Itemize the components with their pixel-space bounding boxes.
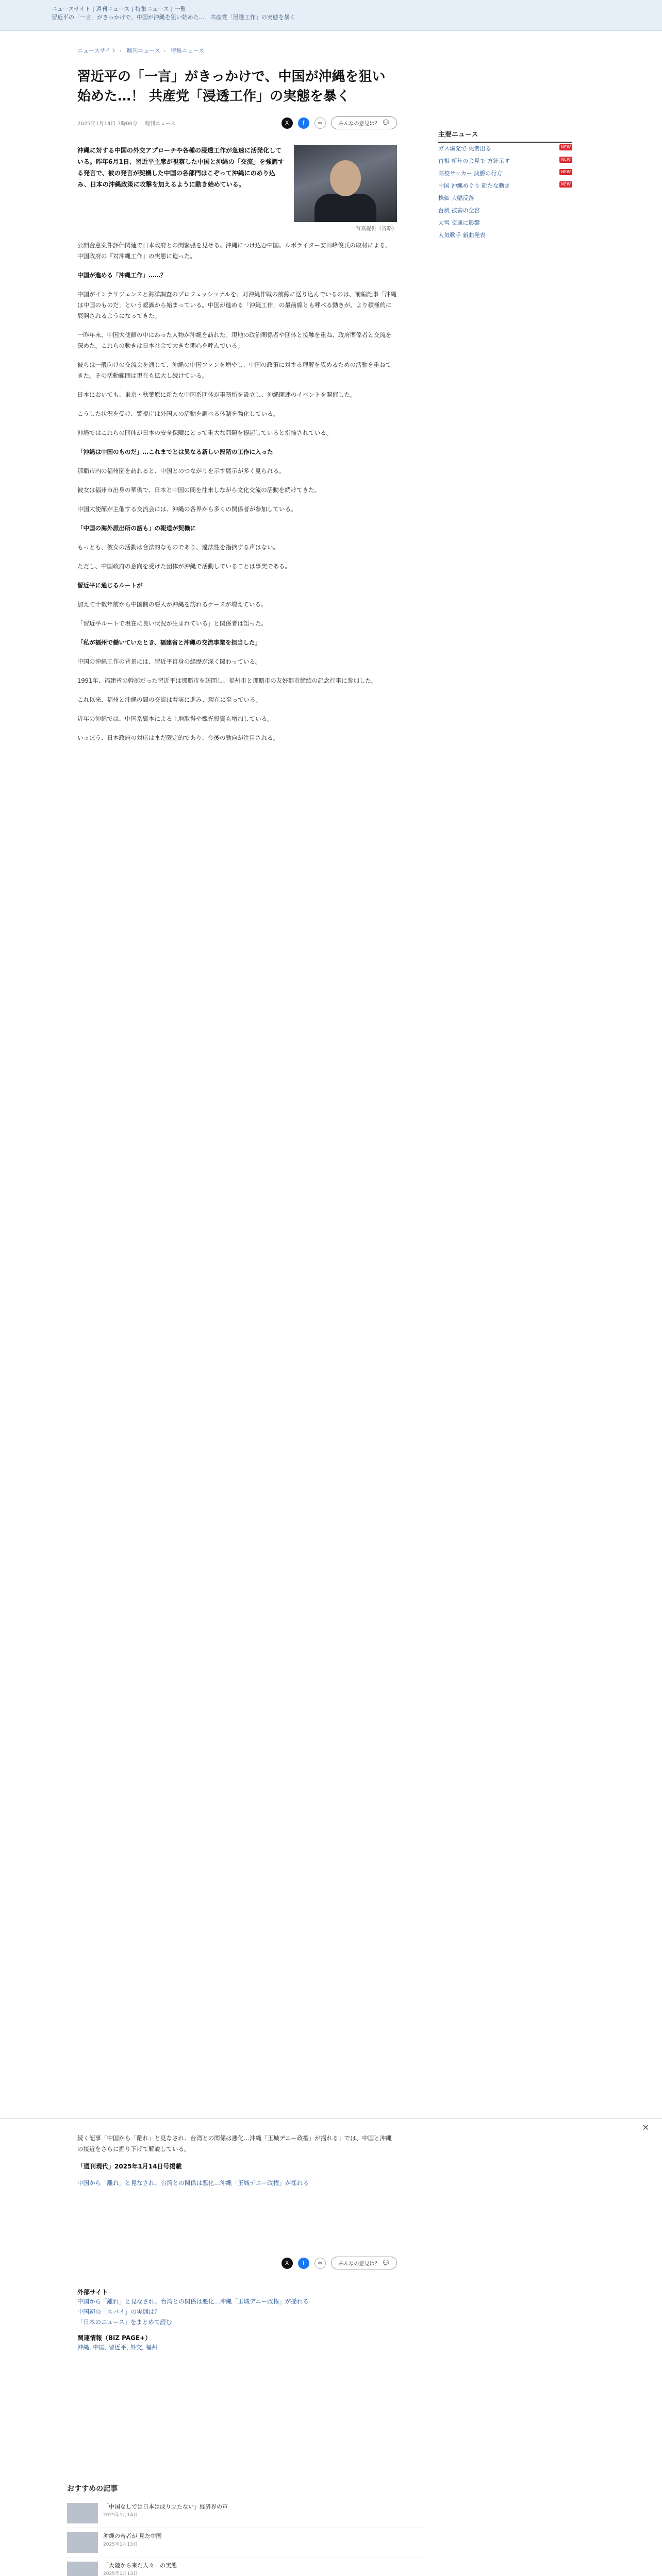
comment-button[interactable] (331, 116, 397, 129)
breadcrumb-item[interactable]: ニュースサイト (77, 47, 117, 54)
article-paragraph: 沖縄ではこれらの団体が日本の安全保障にとって重大な問題を提起していると指摘されている。 (77, 429, 333, 436)
continued-section (77, 2133, 397, 2188)
breadcrumb: ニュースサイト › 週刊ニュース › 特集ニュース (77, 47, 205, 54)
article-paragraph: 「習近平ルートで現在に良い状況が生まれている」と関係者は語った。 (77, 620, 267, 627)
article-subheading: 中国が進める「沖縄工作」……？ (77, 272, 167, 279)
facebook-share-icon[interactable]: f (298, 2258, 309, 2269)
link-copy-icon[interactable]: ∞ (315, 2258, 326, 2269)
lead-section (77, 145, 397, 232)
comment-icon: 💬 (383, 2260, 389, 2266)
keywords-value[interactable]: 沖縄, 中国, 習近平, 外交, 福州 (77, 2344, 158, 2351)
breadcrumb-item[interactable]: 週刊ニュース (126, 47, 160, 54)
article-main (77, 57, 397, 743)
sidebar-news-item[interactable]: 首相 新年の会見で 方針示す NEW (438, 155, 572, 167)
article-subheading: 「沖縄は中国のものだ」…これまでとは異なる新しい段階の工作に入った (77, 448, 273, 455)
external-link[interactable]: 「日本のニュース」をまとめて読む (77, 2318, 172, 2326)
article-paragraph: 近年の沖縄では、中国系資本による土地取得や観光投資も増加している。 (77, 715, 273, 722)
article-photo[interactable] (294, 145, 397, 232)
top-banner (0, 0, 662, 31)
article-paragraph: 日本においても、東京・秋葉原に新たな中国系団体が事務所を設立し、沖縄関連のイベントを開催した。 (77, 391, 356, 398)
sidebar-news-item[interactable]: ガス爆発で 死者出る NEW (438, 143, 572, 155)
breadcrumb-item[interactable]: 特集ニュース (170, 47, 205, 54)
sidebar-news-item[interactable]: 台風 被害の全容 (438, 207, 480, 214)
article-paragraph: 彼らは一般向けの交流会を通じて、沖縄の中国ファンを増やし、中国の政策に対する理解を広めるための活動を重ねてきた。その活動範囲は現在も拡大し続けている。 (77, 361, 391, 379)
article-paragraph: 中国の沖縄工作の背景には、習近平自身の経歴が深く関わっている。 (77, 658, 261, 665)
sidebar-news-item[interactable]: 大雪 交通に影響 (438, 219, 480, 226)
comment-label: みんなの意見は？ (338, 121, 380, 127)
external-link[interactable]: 中国初の「スパイ」の実態は？ (77, 2308, 160, 2315)
external-label: 外部サイト (77, 2289, 108, 2296)
recommend-section (67, 2483, 428, 2576)
portrait-image (294, 145, 397, 222)
comment-icon: 💬 (383, 120, 389, 126)
article-paragraph: 中国大使館が主催する交流会には、沖縄の各界から多くの関係者が参加している。 (77, 505, 297, 513)
sidebar-news-item[interactable]: 株価 大幅反落 (438, 195, 474, 201)
recommend-thumbnail (67, 2562, 98, 2576)
article-paragraph: いっぽう、日本政府の対応はまだ限定的であり、今後の動向が注目される。 (77, 734, 279, 741)
share-row (282, 116, 397, 129)
recommend-item[interactable]: 沖縄の若者が 見た中国 2025年1月13日 (67, 2528, 428, 2557)
sidebar (438, 129, 572, 242)
article-lead: 沖縄に対する中国の外交アプローチや各種の浸透工作が急速に活発化している。昨年6月1日、習近平主席が視察した中国と沖縄の「交流」を強調する発言で、彼の発言が契機した中国の各部門はこぞって沖縄にのめり込み、日本の沖縄政策に攻撃を加えるように動き始めている。 (77, 147, 284, 188)
close-icon[interactable]: ✕ (642, 2123, 649, 2132)
article-paragraph: 中国がインテリジェンスと海洋調査のプロフェッショナルを、対沖縄作戦の前線に送り込んでいるのは、前編記事「沖縄は中国のものだ」という認識から始まっている。中国が進める「沖縄工作」の最前線とも呼べる動きが、より積極的に展開されるようになってきた。 (77, 291, 397, 319)
article-paragraph: 加えて十数年前から中国側の要人が沖縄を訪れるケースが増えている。 (77, 601, 267, 608)
recommend-item[interactable]: 「大陸から来た人々」の実態 2025年1月13日 (67, 2557, 428, 2576)
article-paragraph: 那覇市内の福州園を訪れると、中国とのつながりを示す展示が多く見られる。 (77, 467, 285, 474)
article-date: 2025年1月14日 7時00分 (77, 121, 138, 127)
photo-caption: 写真提供（省略） (356, 226, 397, 232)
sidebar-news-item[interactable]: 中国 沖縄めぐり 新たな動き NEW (438, 180, 572, 192)
article-subheading: 「私が福州で働いていたとき、福建省と沖縄の交流事業を担当した」 (77, 639, 261, 646)
related-article-link[interactable]: 中国から「離れ」と見なされ、台湾との関係は悪化…沖縄「玉城デニー政権」が揺れる (77, 2179, 309, 2187)
article-subheading: 「中国の海外派出所の話も」の報道が契機に (77, 524, 196, 532)
external-link[interactable]: 中国から「離れ」と見なされ、台湾との関係は悪化…沖縄「玉城デニー政権」が揺れる (77, 2298, 309, 2305)
keywords-label: 関連情報（BiZ PAGE+） (77, 2334, 152, 2342)
external-links (77, 2287, 397, 2352)
sidebar-news-item[interactable]: 高校サッカー 決勝の行方 NEW (438, 167, 572, 180)
article-paragraph: こうした状況を受け、警視庁は外国人の活動を調べる体制を強化している。 (77, 410, 279, 417)
recommend-item[interactable]: 「中国なしでは日本は成り立たない」経済界の声 2025年1月14日 (67, 2499, 428, 2528)
article-title: 習近平の「一言」がきっかけで、中国が沖縄を狙い始めた…！ 共産党「浸透工作」の実態を暴く (77, 69, 386, 104)
sidebar-title: 主要ニュース (438, 129, 572, 143)
sidebar-news-item[interactable]: 人気歌手 新曲発表 (438, 232, 486, 239)
top-banner-line-2[interactable]: 習近平の「一言」がきっかけで、中国が沖縄を狙い始めた…！共産党「浸透工作」の実態を暴く (52, 14, 295, 21)
share-row-bottom (77, 2257, 397, 2269)
article-paragraph: 一昨年末、中国大使館の中にあった人物が沖縄を訪れた。現地の政治関係者や団体と接触を重ね、政府関係者と交流を深めた。これらの動きは日本社会で大きな関心を呼んでいる。 (77, 331, 392, 349)
article-paragraph: 1991年、福建省の幹部だった習近平は那覇市を訪問し、福州市と那覇市の友好都市締結の記念行事に参加した。 (77, 677, 377, 684)
article-paragraph: これ以来、福州と沖縄の間の交流は着実に進み、現在に至っている。 (77, 696, 262, 703)
continued-note: 続く記事「中国から「離れ」と見なされ、台湾との関係は悪化…沖縄「玉城デニー政権」が揺れる」では、中国と沖縄の接近をさらに掘り下げて解説している。 (77, 2134, 392, 2153)
facebook-share-icon[interactable]: f (298, 117, 309, 129)
article-meta (77, 116, 397, 129)
recommend-thumbnail (67, 2503, 98, 2523)
link-copy-icon[interactable]: ∞ (315, 117, 326, 129)
article-paragraph: 彼女は福州市出身の華僑で、日本と中国の間を往来しながら文化交流の活動を続けてきた。 (77, 486, 321, 494)
x-share-icon[interactable]: X (282, 117, 293, 129)
source-label: 「週刊現代」2025年1月14日号掲載 (77, 2163, 182, 2170)
article-subheading: 習近平に通じるルートが (77, 582, 143, 589)
article-author[interactable]: 週刊ニュース (144, 121, 176, 127)
recommend-thumbnail (67, 2532, 98, 2553)
article-paragraph: もっとも、彼女の活動は合法的なものであり、違法性を指摘する声はない。 (77, 544, 279, 551)
top-banner-line-1[interactable]: ニュースサイト | 週刊ニュース | 特集ニュース | 一覧 (52, 6, 186, 12)
x-share-icon[interactable]: X (282, 2258, 293, 2269)
article-paragraph: ただし、中国政府の意向を受けた団体が沖縄で活動していることは事実である。 (77, 563, 291, 570)
comment-button[interactable] (331, 2257, 397, 2269)
comment-label: みんなの意見は？ (338, 2261, 380, 2267)
recommend-title: おすすめの記事 (67, 2485, 118, 2493)
article-paragraph: 公開合意案件評価関連で日本政府との間緊張を見せる。沖縄につけ込む中国。ルポライター安田峰俊氏の取材による、中国政府の『対沖縄工作』の実態に迫った。 (77, 242, 391, 260)
